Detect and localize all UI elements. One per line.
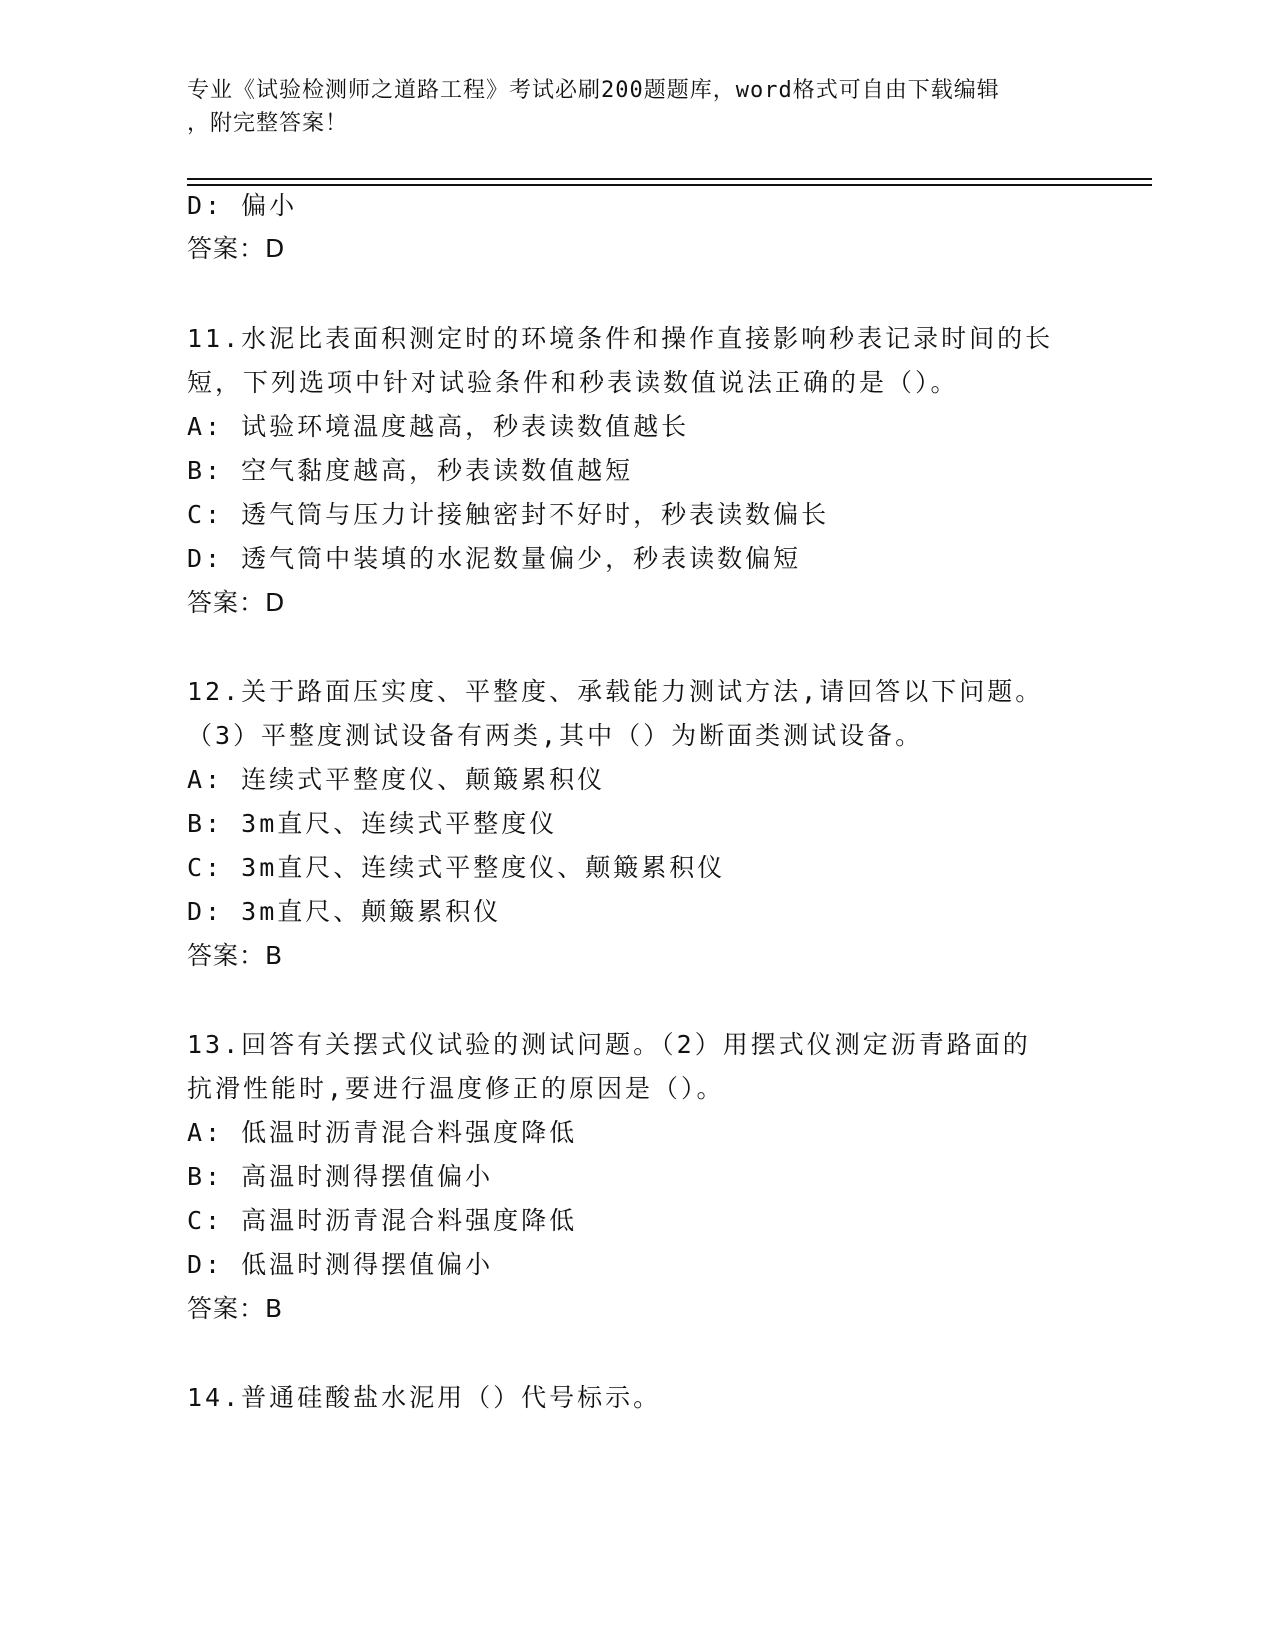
q12-stem-line1: 12.关于路面压实度、平整度、承载能力测试方法,请回答以下问题。 bbox=[187, 677, 1044, 706]
q11-stem-line1: 11.水泥比表面积测定时的环境条件和操作直接影响秒表记录时间的长 bbox=[187, 324, 1054, 353]
q13-option-c: C: 高温时沥青混合料强度降低 bbox=[187, 1206, 578, 1235]
q12-option-c: C: 3m直尺、连续式平整度仪、颠簸累积仪 bbox=[187, 853, 726, 882]
q13-option-b: B: 高温时测得摆值偏小 bbox=[187, 1162, 494, 1191]
header-divider bbox=[187, 178, 1152, 180]
q11-answer: 答案：D bbox=[187, 588, 286, 617]
q12-option-b: B: 3m直尺、连续式平整度仪 bbox=[187, 809, 558, 838]
page-header bbox=[187, 74, 1077, 140]
q13-stem-line2: 抗滑性能时,要进行温度修正的原因是（）。 bbox=[187, 1074, 725, 1103]
q13-stem-line1: 13.回答有关摆式仪试验的测试问题。（2）用摆式仪测定沥青路面的 bbox=[187, 1030, 1031, 1059]
q11-option-d: D: 透气筒中装填的水泥数量偏少，秒表读数偏短 bbox=[187, 544, 802, 573]
q11-option-c: C: 透气筒与压力计接触密封不好时，秒表读数偏长 bbox=[187, 500, 830, 529]
q11-option-a: A: 试验环境温度越高，秒表读数值越长 bbox=[187, 412, 690, 441]
q12-option-d: D: 3m直尺、颠簸累积仪 bbox=[187, 897, 502, 926]
header-subtitle: ，附完整答案！ bbox=[187, 111, 349, 136]
q13-option-d: D: 低温时测得摆值偏小 bbox=[187, 1250, 494, 1279]
q12-option-a: A: 连续式平整度仪、颠簸累积仪 bbox=[187, 765, 606, 794]
q13-option-a: A: 低温时沥青混合料强度降低 bbox=[187, 1118, 578, 1147]
prev-option-d: D: 偏小 bbox=[187, 191, 298, 220]
q13-answer: 答案：B bbox=[187, 1294, 284, 1323]
header-title: 专业《试验检测师之道路工程》考试必刷200题题库，word格式可自由下载编辑 bbox=[187, 78, 1000, 103]
header-divider-2 bbox=[187, 184, 1152, 186]
q11-stem-line2: 短，下列选项中针对试验条件和秒表读数值说法正确的是（）。 bbox=[187, 368, 959, 397]
q11-option-b: B: 空气黏度越高，秒表读数值越短 bbox=[187, 456, 634, 485]
q12-stem-line2: （3）平整度测试设备有两类,其中（）为断面类测试设备。 bbox=[187, 721, 924, 750]
prev-answer: 答案：D bbox=[187, 234, 286, 263]
q12-answer: 答案：B bbox=[187, 941, 284, 970]
q14-stem-line1: 14.普通硅酸盐水泥用（）代号标示。 bbox=[187, 1383, 662, 1412]
